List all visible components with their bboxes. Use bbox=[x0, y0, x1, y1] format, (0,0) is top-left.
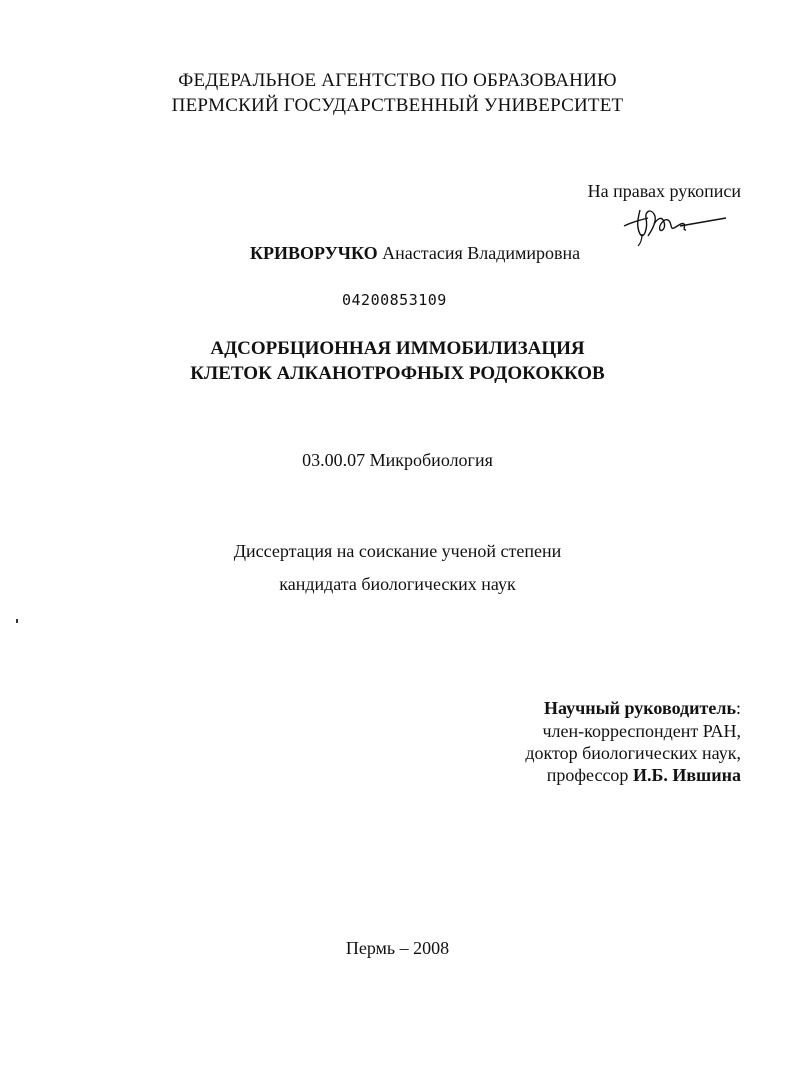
scan-speck bbox=[16, 619, 18, 623]
supervisor-heading-colon: : bbox=[735, 698, 741, 718]
degree-line-1: Диссертация на соискание ученой степени bbox=[233, 541, 562, 561]
supervisor-degree: доктор биологических наук, bbox=[525, 743, 741, 763]
supervisor-rank: член-корреспондент РАН, bbox=[542, 721, 741, 741]
specialty-code: 03.00.07 Микробиология bbox=[302, 450, 493, 470]
thesis-title-line-2: КЛЕТОК АЛКАНОТРОФНЫХ РОДОКОККОВ bbox=[190, 363, 605, 384]
thesis-title-line-1: АДСОРБЦИОННАЯ ИММОБИЛИЗАЦИЯ bbox=[210, 338, 585, 359]
university-name: ПЕРМСКИЙ ГОСУДАРСТВЕННЫЙ УНИВЕРСИТЕТ bbox=[171, 95, 624, 116]
supervisor-name-line bbox=[547, 765, 741, 786]
agency-name: ФЕДЕРАЛЬНОЕ АГЕНТСТВО ПО ОБРАЗОВАНИЮ bbox=[178, 70, 617, 91]
author-name bbox=[250, 243, 580, 264]
supervisor-title: профессор bbox=[546, 765, 629, 785]
degree-line-2: кандидата биологических наук bbox=[279, 574, 516, 594]
supervisor-name: И.Б. Ившина bbox=[632, 765, 741, 785]
signature bbox=[618, 200, 728, 248]
author-given-names: Анастасия Владимировна bbox=[382, 243, 581, 263]
supervisor-heading-label: Научный руководитель bbox=[543, 698, 736, 718]
manuscript-rights-note: На правах рукописи bbox=[587, 181, 741, 201]
supervisor-heading bbox=[544, 698, 741, 719]
city-year: Пермь – 2008 bbox=[345, 938, 450, 958]
registration-number: 04200853109 bbox=[342, 291, 447, 309]
author-surname: КРИВОРУЧКО bbox=[250, 243, 378, 263]
